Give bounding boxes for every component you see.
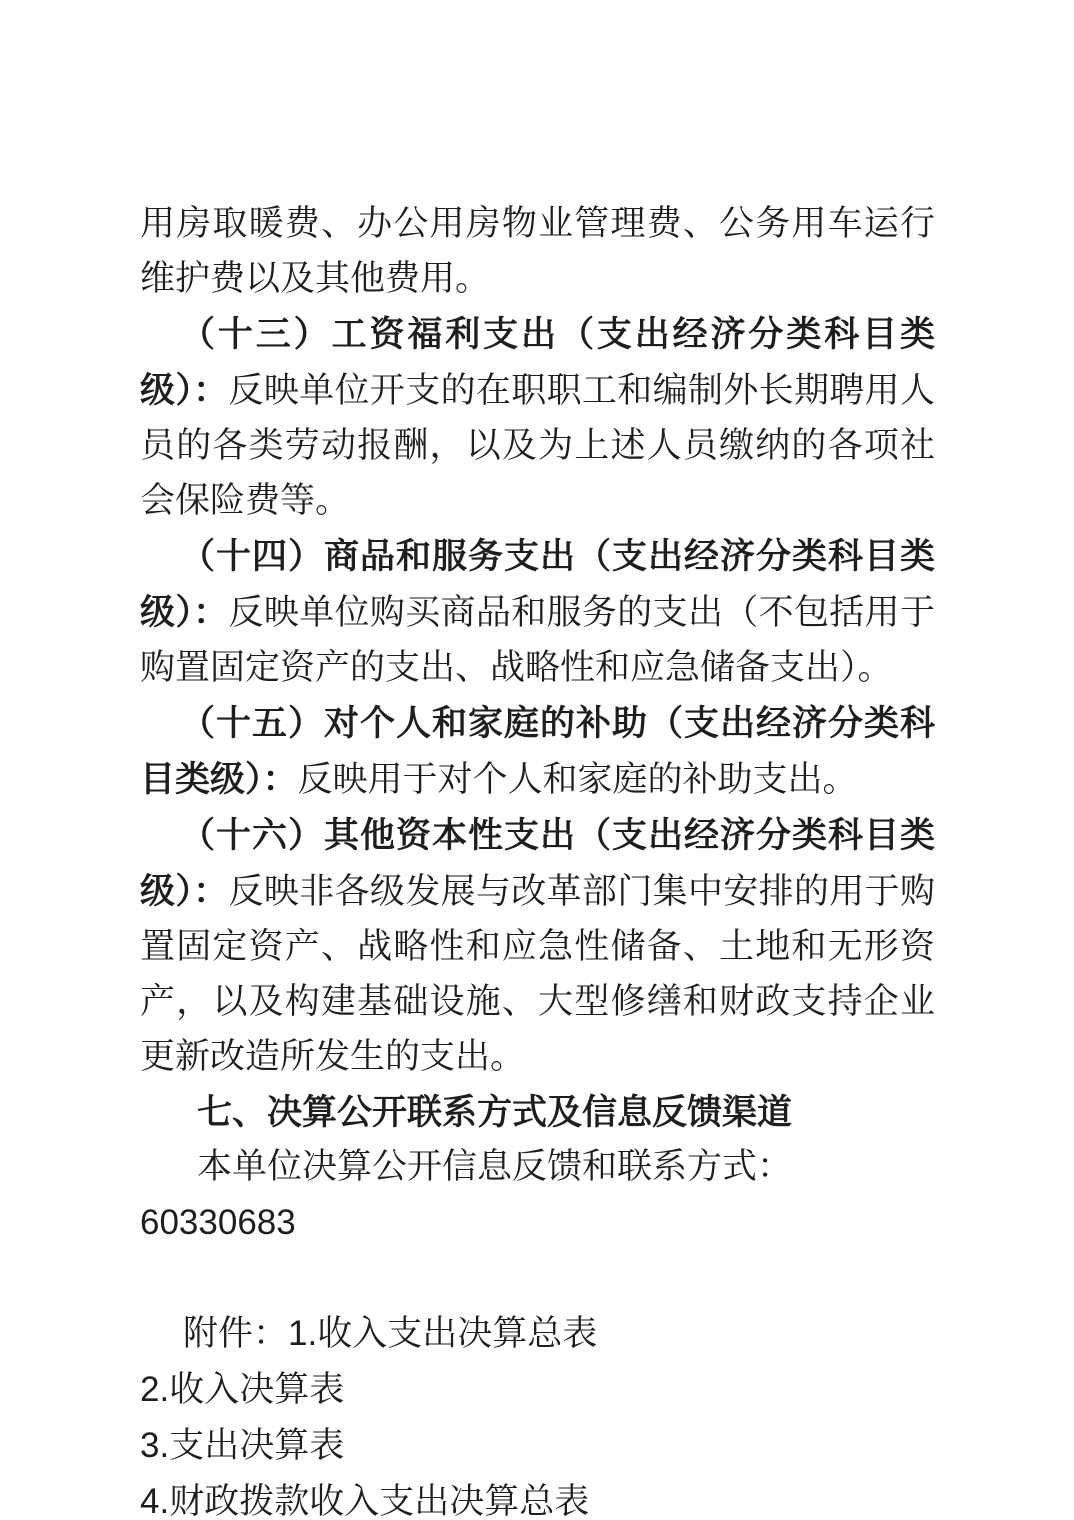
attachment-item-number: 2. <box>140 1370 170 1409</box>
paragraph-lead: （十四）商品和服务支出（支出经济分类科目类级）： <box>140 536 935 633</box>
paragraph-item-15 <box>140 696 935 808</box>
attachment-item <box>140 1474 935 1520</box>
contact-line <box>140 1140 935 1251</box>
attachment-item <box>140 1362 935 1418</box>
paragraph-item-14 <box>140 529 935 696</box>
attachments-label: 附件： <box>183 1314 289 1354</box>
attachment-item-label: 收入支出决算总表 <box>317 1314 598 1354</box>
attachment-item-number: 3. <box>140 1426 170 1465</box>
paragraph-item-16 <box>140 808 935 1085</box>
blank-line <box>140 1251 935 1306</box>
attachment-item-number: 4. <box>140 1482 170 1520</box>
paragraph-lead: （十五）对个人和家庭的补助（支出经济分类科目类级）： <box>140 703 935 800</box>
attachment-item <box>140 1418 935 1474</box>
section-heading: 七、决算公开联系方式及信息反馈渠道 <box>197 1093 793 1132</box>
paragraph-text: 反映非各级发展与改革部门集中安排的用于购置固定资产、战略性和应急性储备、土地和无形资产，以及构建基础设施、大型修缮和财政支持企业更新改造所发生的支出。 <box>140 872 935 1077</box>
paragraph-text: 反映单位购买商品和服务的支出（不包括用于购置固定资产的支出、战略性和应急储备支出）。 <box>140 593 935 688</box>
paragraph-text: 反映用于对个人和家庭的补助支出。 <box>297 760 858 800</box>
paragraph-item-13 <box>140 307 935 529</box>
attachment-item-label: 支出决算表 <box>169 1426 345 1466</box>
attachment-list-header <box>140 1306 935 1362</box>
attachment-item-label: 财政拨款收入支出决算总表 <box>169 1482 590 1520</box>
paragraph-lead: （十三）工资福利支出（支出经济分类科目类级）： <box>140 314 935 411</box>
attachment-item-label: 收入决算表 <box>169 1370 345 1410</box>
paragraph-text: 反映单位开支的在职职工和编制外长期聘用人员的各类劳动报酬，以及为上述人员缴纳的各项社会保险费等。 <box>140 371 935 521</box>
paragraph-lead: （十六）其他资本性支出（支出经济分类科目类级）： <box>140 815 935 912</box>
document-content <box>140 197 935 1520</box>
paragraph-text: 用房取暖费、办公用房物业管理费、公务用车运行维护费以及其他费用。 <box>140 204 935 299</box>
contact-label: 本单位决算公开信息反馈和联系方式： <box>197 1147 793 1187</box>
attachment-item-number: 1. <box>288 1314 318 1353</box>
contact-number: 60330683 <box>140 1203 296 1242</box>
paragraph-continuation <box>140 197 935 307</box>
